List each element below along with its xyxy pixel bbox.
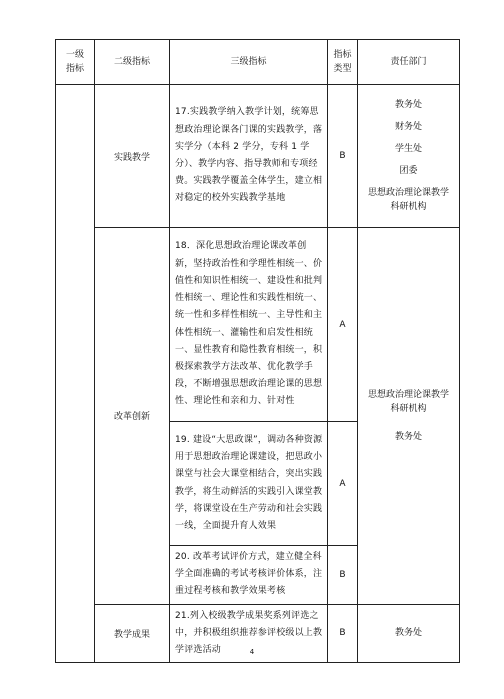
dept-practice-4: 团委 — [399, 166, 418, 176]
row-reform-18 — [56, 228, 460, 422]
header-level2: 二级指标 — [95, 40, 170, 85]
level3-item-18: 18．深化思想政治理论课改革创新，坚持政治性和学理性相统一、价值性和知识性相统一、建设性和批判性相统一、理论性和实践性相统一、统一性和多样性相统一、主导性和主体性相统一、灌输性和启发性相统一、显性教育和隐性教育相统一，积极探索教学方法改革、优化教学手段，不断增强思想政治理论课的思想性、理论性和亲和力、针对性 — [170, 228, 328, 422]
level2-reform: 改革创新 — [95, 228, 170, 605]
row-practice — [56, 85, 460, 228]
level3-item-20: 20. 改革考试评价方式，建立健全科学全面准确的考试考核评价体系，注重过程考核和教学效果考核 — [170, 546, 328, 605]
dept-practice-3: 学生处 — [394, 144, 422, 154]
header-level3: 三级指标 — [170, 40, 328, 85]
indicator-table — [55, 39, 460, 663]
type-item-21: B — [328, 604, 358, 663]
page-number: 4 — [249, 648, 255, 656]
level1-cell — [56, 85, 95, 663]
header-type — [328, 40, 358, 85]
header-level1-line1: 一级 — [65, 50, 84, 60]
type-item-20: B — [328, 546, 358, 605]
header-level1-line2: 指标 — [65, 64, 84, 74]
dept-practice — [358, 85, 460, 228]
dept-reform-1: 思想政治理论课教学科研机构 — [367, 389, 449, 414]
level3-item-19: 19. 建设“大思政课”，调动各种资源用于思想政治理论课建设，把思政小课堂与社会大课堂相结合，突出实践教学，将生动鲜活的实践引入课堂教学，将课堂设在生产劳动和社会实践一线，全面提升育人效果 — [170, 422, 328, 546]
level2-practice: 实践教学 — [95, 85, 170, 228]
level2-results: 教学成果 — [95, 604, 170, 663]
dept-reform — [358, 228, 460, 605]
dept-practice-2: 财务处 — [394, 122, 422, 132]
header-type-line1: 指标 — [333, 50, 352, 60]
dept-practice-1: 教务处 — [394, 100, 422, 110]
type-item-17: B — [328, 85, 358, 228]
header-dept: 责任部门 — [358, 40, 460, 85]
level3-item-21: 21.列入校级教学成果奖系列评选之中，并积极组织推荐参评校级以上教学评选活动 — [170, 604, 328, 663]
header-row — [56, 40, 460, 85]
header-type-line2: 类型 — [333, 64, 352, 74]
type-item-19: A — [328, 422, 358, 546]
type-item-18: A — [328, 228, 358, 422]
dept-reform-2: 教务处 — [394, 431, 422, 442]
dept-results: 教务处 — [358, 604, 460, 663]
level3-item-17: 17.实践教学纳入教学计划，统筹思想政治理论课各门课的实践教学，落实学分（本科 2 学分，专科 1 学分）、教学内容、指导教师和专项经费。实践教学覆盖全体学生，建立相对稳定的校外实践教学基地 — [170, 85, 328, 228]
dept-practice-5: 思想政治理论课教学科研机构 — [367, 188, 449, 212]
header-level1 — [56, 40, 95, 85]
